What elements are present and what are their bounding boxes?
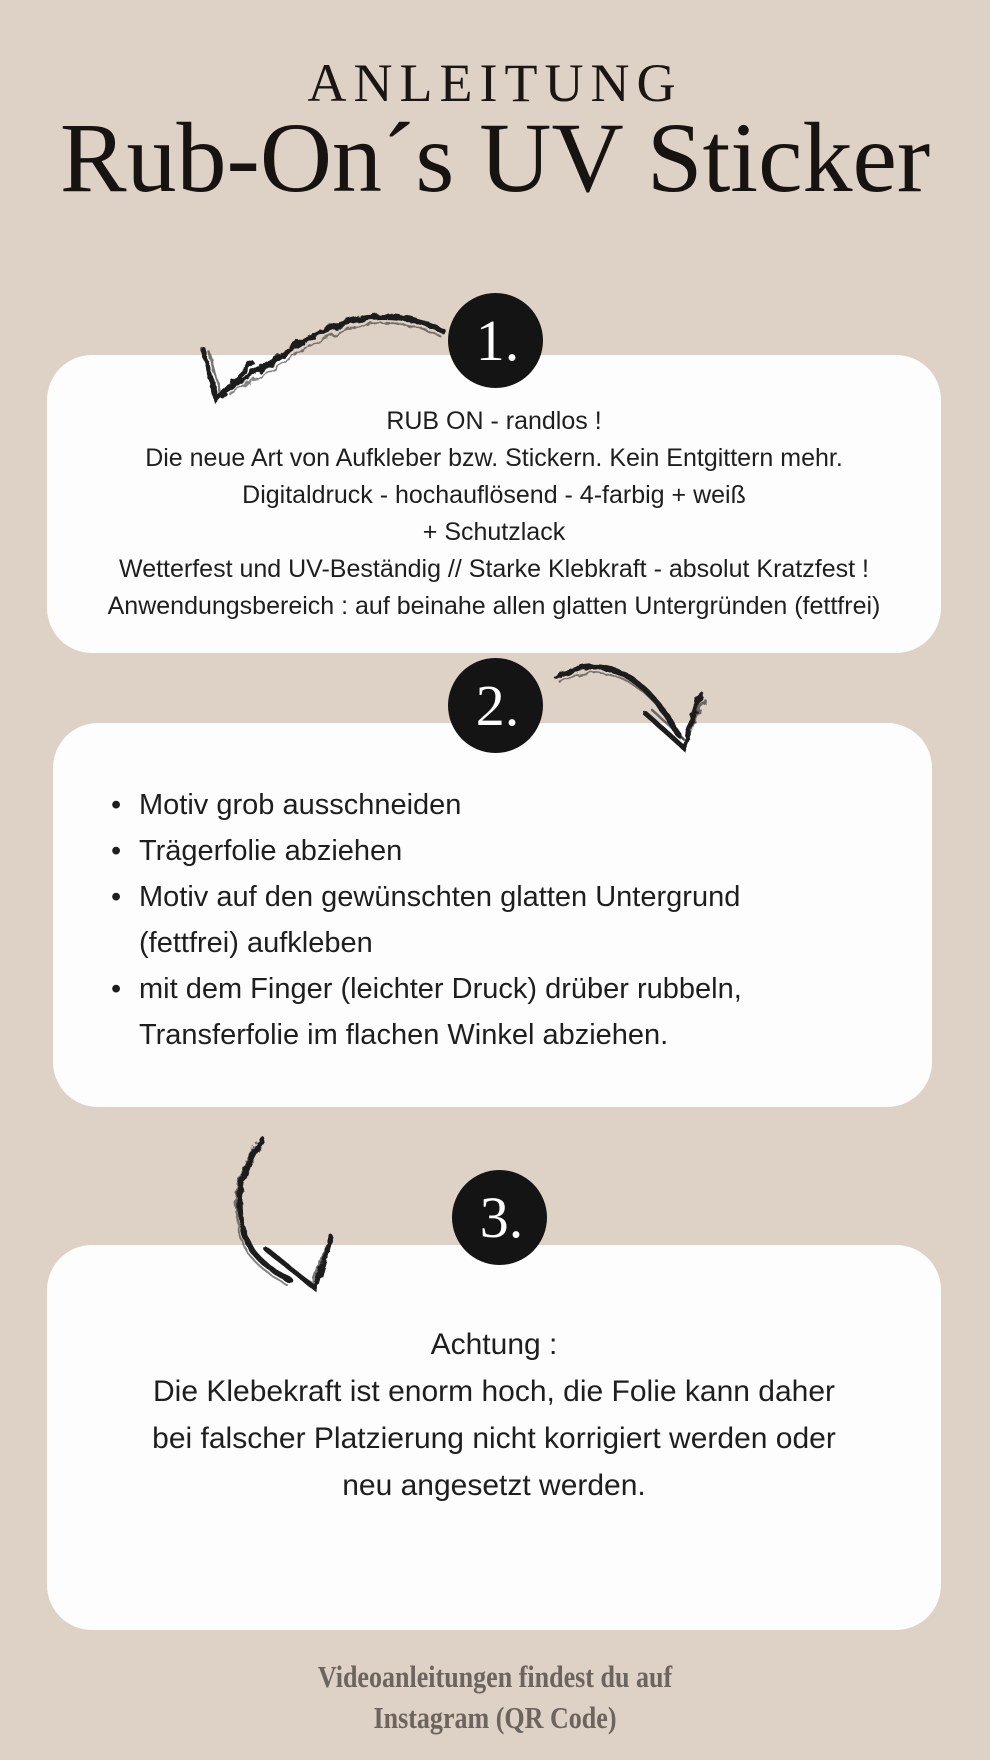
step3-badge: [452, 1170, 547, 1265]
step3-line: Die Klebekraft ist enorm hoch, die Folie kann daher: [152, 1375, 836, 1408]
step1-card: [47, 355, 941, 653]
kicker-title: ANLEITUNG: [307, 53, 683, 113]
step3-card: [47, 1245, 941, 1630]
footer-note: [0, 1656, 990, 1738]
step2-badge: [448, 658, 543, 753]
step1-line: Die neue Art von Aufkleber bzw. Stickern. Kein Entgittern mehr.: [145, 444, 843, 472]
step3-line: Achtung :: [430, 1328, 558, 1361]
step3-line: bei falscher Platzierung nicht korrigiert werden oder: [152, 1422, 836, 1455]
step2-card: [53, 723, 932, 1107]
step1-number: 1.: [475, 307, 520, 373]
step2-bullet: • Motiv auf den gewünschten glatten Untergrund (fettfrei) aufkleben: [103, 874, 847, 966]
step1-line: RUB ON - randlos !: [386, 407, 602, 435]
step3-number: 3.: [479, 1184, 524, 1250]
step2-bullet: • Trägerfolie abziehen: [103, 828, 847, 874]
step3-line: neu angesetzt werden.: [342, 1469, 646, 1502]
footer-line-1: Videoanleitungen findest du auf: [317, 1659, 673, 1694]
page-title: Rub-On´s UV Sticker: [59, 102, 931, 213]
step2-bullet-list: [103, 782, 847, 1058]
step1-line: Digitaldruck - hochauflösend - 4-farbig + weiß: [242, 481, 746, 509]
step2-number: 2.: [475, 672, 520, 738]
step1-line: + Schutzlack: [422, 518, 566, 546]
step2-bullet: • mit dem Finger (leichter Druck) drüber rubbeln, Transferfolie im flachen Winkel abziehen.: [103, 966, 847, 1058]
footer-line-2: Instagram (QR Code): [373, 1700, 617, 1735]
step1-badge: [448, 293, 543, 388]
step1-line: Wetterfest und UV-Beständig // Starke Klebkraft - absolut Kratzfest !: [119, 555, 869, 583]
step1-line: Anwendungsbereich : auf beinahe allen glatten Untergründen (fettfrei): [107, 592, 881, 620]
step2-bullet: • Motiv grob ausschneiden: [103, 782, 847, 828]
